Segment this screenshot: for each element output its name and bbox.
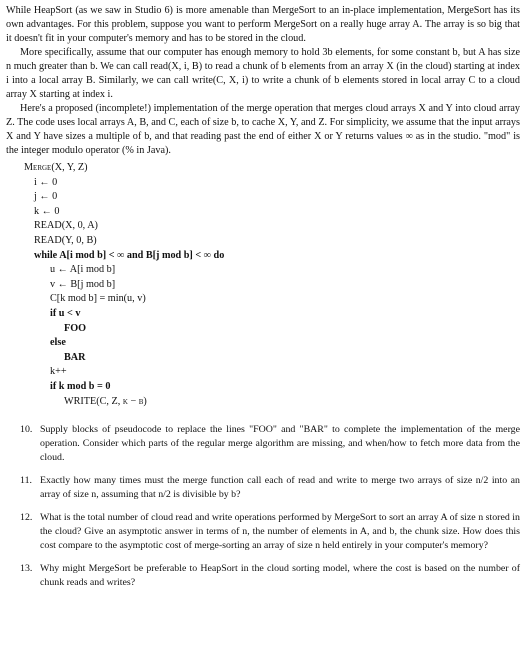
pseudocode-line: i ← 0 bbox=[34, 176, 58, 188]
pseudocode-line: k++ bbox=[50, 366, 67, 378]
pseudocode-line: C[k mod b] = min(u, v) bbox=[50, 293, 146, 305]
pseudocode-block bbox=[24, 161, 520, 409]
pseudocode-line: u ← A[i mod b] bbox=[50, 264, 116, 276]
pseudocode-line: READ(Y, 0, B) bbox=[34, 234, 97, 246]
question-number: 13. bbox=[20, 563, 33, 575]
question-text: Supply blocks of pseudocode to replace the lines "FOO" and "BAR" to complete the implementation of the merge operation. Consider which parts of the regular merge algorithm are missing, and when/how to fetch more data from the cloud. bbox=[40, 424, 520, 464]
question-list bbox=[6, 423, 520, 590]
question-number: 11. bbox=[20, 475, 32, 487]
intro-paragraph: While HeapSort (as we saw in Studio 6) is more amenable than MergeSort to an in-place implementation, MergeSort has its own advantages. For this problem, suppose you want to perform MergeSort on a really huge array A. The array is so big that it doesn't fit in your computer's memory and has to be stored in the cloud. bbox=[6, 5, 520, 44]
question-item bbox=[20, 474, 520, 502]
pseudocode-line: WRITE(C, Z, k − b) bbox=[64, 395, 147, 407]
pseudocode-line: else bbox=[50, 337, 66, 349]
pseudocode-header: Merge(X, Y, Z) bbox=[24, 162, 88, 173]
pseudocode-line: BAR bbox=[64, 351, 86, 363]
pseudocode-line: READ(X, 0, A) bbox=[34, 220, 98, 232]
question-number: 10. bbox=[20, 424, 33, 436]
pseudocode-line: j ← 0 bbox=[34, 191, 58, 203]
question-number: 12. bbox=[20, 512, 33, 524]
question-text: Why might MergeSort be preferable to HeapSort in the cloud sorting model, where the cost is based on the number of chunk reads and writes? bbox=[40, 563, 520, 589]
question-item bbox=[20, 562, 520, 590]
question-item bbox=[20, 511, 520, 553]
memory-model-paragraph: More specifically, assume that our computer has enough memory to hold 3b elements, for some constant b, but A has size n much greater than b. We can call read(X, i, B) to read a chunk of b elements from an array X (in the cloud) starting at index i into a local array B. Similarly, we can call write(C, X, i) to write a chunk of b elements stored in local array C to a cloud array X starting at index i. bbox=[6, 47, 520, 100]
pseudocode-line: FOO bbox=[64, 322, 87, 334]
question-item bbox=[20, 423, 520, 465]
question-text: Exactly how many times must the merge function call each of read and write to merge two arrays of size n/2 into an array of size n, assuming that n/2 is divisible by b? bbox=[40, 475, 520, 501]
pseudocode-line: if u < v bbox=[50, 307, 81, 319]
pseudocode-line: if k mod b = 0 bbox=[50, 380, 111, 392]
merge-description-paragraph: Here's a proposed (incomplete!) implementation of the merge operation that merges cloud arrays X and Y into cloud array Z. The code uses local arrays A, B, and C, each of size b, to cache X, Y, and Z. For simplicity, we assume that the input arrays X and Y have sizes a multiple of b, and that reading past the end of either X or Y returns values ∞ as in the studio. "mod" is the integer modulo operator (% in Java). bbox=[6, 103, 520, 156]
question-text: What is the total number of cloud read and write operations performed by MergeSort to sort an array A of size n stored in the cloud? Give an asymptotic answer in terms of n, the number of elements in A, and b, the chunk size. How does this cost compare to the asymptotic cost of merge-sorting an array of size n held entirely in your computer's memory? bbox=[40, 512, 520, 552]
pseudocode-line: k ← 0 bbox=[34, 205, 60, 217]
pseudocode-line: v ← B[j mod b] bbox=[50, 278, 116, 290]
pseudocode-line: while A[i mod b] < ∞ and B[j mod b] < ∞ do bbox=[34, 249, 225, 261]
